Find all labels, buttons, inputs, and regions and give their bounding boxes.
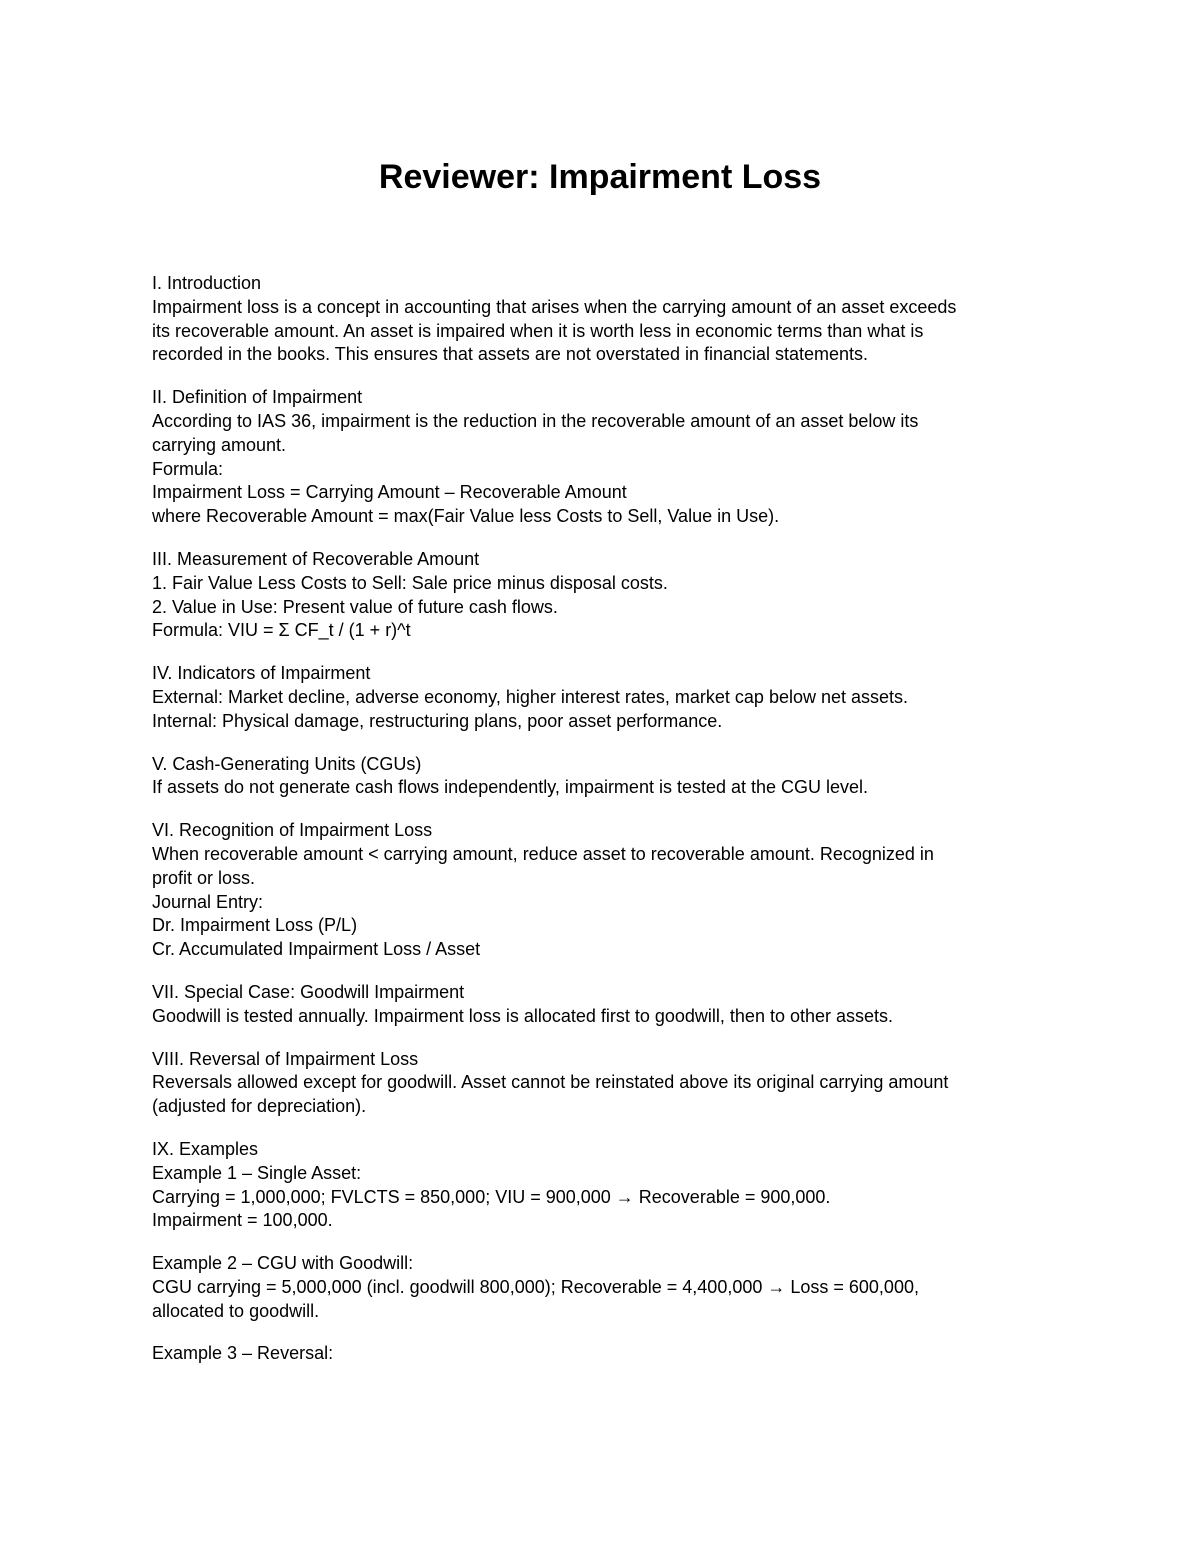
body-line: its recoverable amount. An asset is impaired when it is worth less in economic terms than what is [152, 320, 924, 341]
section-heading: V. Cash-Generating Units (CGUs) [152, 753, 422, 774]
section-heading: II. Definition of Impairment [152, 387, 363, 408]
section-cgus [152, 753, 1052, 801]
section-heading: IX. Examples [152, 1138, 259, 1159]
body-line: Internal: Physical damage, restructuring plans, poor asset performance. [152, 710, 723, 731]
section-recognition [152, 819, 1052, 962]
example-title: Example 1 – Single Asset: [152, 1162, 362, 1183]
formula-label: Formula: [152, 458, 224, 479]
body-line: profit or loss. [152, 867, 256, 888]
formula-line: where Recoverable Amount = max(Fair Value less Costs to Sell, Value in Use). [152, 506, 780, 527]
section-heading: IV. Indicators of Impairment [152, 663, 371, 684]
journal-entry-credit: Cr. Accumulated Impairment Loss / Asset [152, 939, 481, 960]
section-goodwill [152, 981, 1052, 1029]
example-3 [152, 1342, 1052, 1366]
body-line: Goodwill is tested annually. Impairment loss is allocated first to goodwill, then to other assets. [152, 1005, 894, 1026]
body-line: If assets do not generate cash flows independently, impairment is tested at the CGU level. [152, 777, 869, 798]
list-item: 1. Fair Value Less Costs to Sell: Sale price minus disposal costs. [152, 572, 668, 593]
section-heading: VIII. Reversal of Impairment Loss [152, 1048, 419, 1069]
example-title: Example 3 – Reversal: [152, 1343, 334, 1364]
section-measurement [152, 548, 1052, 643]
section-heading: VI. Recognition of Impairment Loss [152, 820, 433, 841]
body-line: Impairment loss is a concept in accounting that arises when the carrying amount of an asset exceeds [152, 296, 957, 317]
example-2 [152, 1252, 1052, 1323]
formula-line: Impairment Loss = Carrying Amount – Recoverable Amount [152, 482, 627, 503]
section-indicators [152, 662, 1052, 733]
page-title: Reviewer: Impairment Loss [378, 158, 822, 196]
body-line: (adjusted for depreciation). [152, 1096, 367, 1117]
body-line: Impairment = 100,000. [152, 1210, 333, 1231]
body-line: carrying amount. [152, 434, 287, 455]
formula-line: Formula: VIU = Σ CF_t / (1 + r)^t [152, 620, 411, 641]
body-line: Carrying = 1,000,000; FVLCTS = 850,000; VIU = 900,000 → Recoverable = 900,000. [152, 1186, 831, 1207]
body-line: When recoverable amount < carrying amount, reduce asset to recoverable amount. Recognized in [152, 843, 934, 864]
body-line: External: Market decline, adverse economy, higher interest rates, market cap below net assets. [152, 686, 909, 707]
section-reversal [152, 1048, 1052, 1119]
section-heading: III. Measurement of Recoverable Amount [152, 548, 480, 569]
body-line: allocated to goodwill. [152, 1300, 320, 1321]
body-line: Reversals allowed except for goodwill. Asset cannot be reinstated above its original carrying amount [152, 1072, 949, 1093]
section-examples [152, 1138, 1052, 1233]
journal-entry-label: Journal Entry: [152, 891, 264, 912]
document-body [152, 272, 1052, 1385]
list-item: 2. Value in Use: Present value of future cash flows. [152, 596, 558, 617]
section-introduction [152, 272, 1052, 367]
section-heading: I. Introduction [152, 273, 262, 293]
section-definition [152, 386, 1052, 529]
body-line: According to IAS 36, impairment is the reduction in the recoverable amount of an asset below its [152, 410, 919, 431]
journal-entry-debit: Dr. Impairment Loss (P/L) [152, 915, 358, 936]
body-line: CGU carrying = 5,000,000 (incl. goodwill 800,000); Recoverable = 4,400,000 → Loss = 600,000, [152, 1276, 919, 1297]
section-heading: VII. Special Case: Goodwill Impairment [152, 981, 465, 1002]
body-line: recorded in the books. This ensures that assets are not overstated in financial statements. [152, 344, 869, 365]
example-title: Example 2 – CGU with Goodwill: [152, 1253, 414, 1274]
